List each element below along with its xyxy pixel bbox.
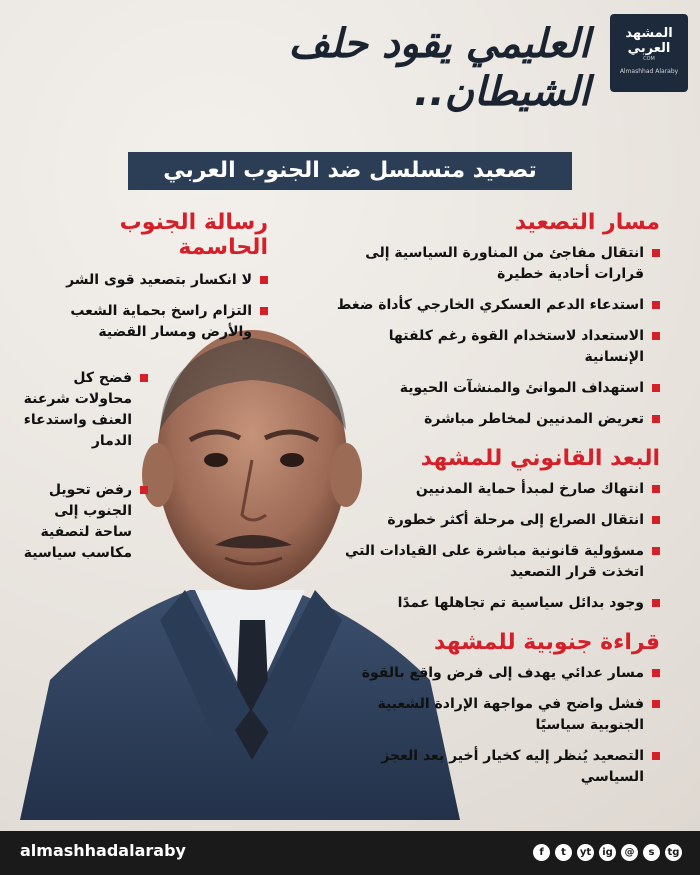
list-item: انتقال مفاجئ من المناورة السياسية إلى قرارات أحادية خطيرة [330, 243, 660, 285]
list-item: الاستعداد لاستخدام القوة رغم كلفتها الإنسانية [330, 326, 660, 368]
list-item: انتهاك صارخ لمبدأ حماية المدنيين [330, 479, 660, 500]
logo-line1: المشهد [625, 26, 673, 41]
left-heading-line2: الحاسمة [178, 235, 268, 260]
list-item: فضح كل محاولات شرعنة العنف واستدعاء الدمار [18, 368, 148, 452]
list-item: مسؤولية قانونية مباشرة على القيادات التي اتخذت قرار التصعيد [330, 541, 660, 583]
right-column [330, 210, 660, 798]
subtitle-banner: تصعيد متسلسل ضد الجنوب العربي [128, 152, 572, 190]
list-item: التصعيد يُنظر إليه كخيار أخير بعد العجز السياسي [330, 746, 660, 788]
facebook-icon[interactable]: f [533, 844, 550, 861]
logo-tag: COM [643, 56, 655, 62]
left-column-lower [18, 368, 148, 574]
youtube-icon[interactable]: yt [577, 844, 594, 861]
left-column [18, 210, 268, 353]
logo-line2: العربي [627, 41, 671, 56]
list-item: وجود بدائل سياسية تم تجاهلها عمدًا [330, 593, 660, 614]
list-item: استدعاء الدعم العسكري الخارجي كأداة ضغط [330, 295, 660, 316]
list-item: رفض تحويل الجنوب إلى ساحة لتصفية مكاسب سياسية [18, 480, 148, 564]
footer-bar [0, 831, 700, 875]
section-heading-escalation: مسار التصعيد [514, 210, 660, 235]
logo-caption: Almashhad Alaraby [619, 68, 679, 75]
list-item: تعريض المدنيين لمخاطر مباشرة [330, 409, 660, 430]
list-item: لا انكسار بتصعيد قوى الشر [18, 270, 268, 291]
list-item: استهداف الموانئ والمنشآت الحيوية [330, 378, 660, 399]
page-title: العليمي يقود حلف الشيطان.. [288, 21, 590, 115]
section-heading-legal: البعد القانوني للمشهد [420, 446, 660, 471]
list-item: التزام راسخ بحماية الشعب والأرض ومسار القضية [18, 301, 268, 343]
left-heading-line1: رسالة الجنوب [119, 210, 268, 235]
brand-logo [610, 14, 688, 92]
threads-icon[interactable]: @ [621, 844, 638, 861]
snapchat-icon[interactable]: s [643, 844, 660, 861]
list-item: انتقال الصراع إلى مرحلة أكثر خطورة [330, 510, 660, 531]
list-item: فشل واضح في مواجهة الإرادة الشعبية الجنوبية سياسيًا [330, 694, 660, 736]
telegram-icon[interactable]: tg [665, 844, 682, 861]
list-item: مسار عدائي يهدف إلى فرض واقع بالقوة [330, 663, 660, 684]
instagram-icon[interactable]: ig [599, 844, 616, 861]
site-url[interactable]: almashhadalaraby [20, 841, 186, 860]
twitter-icon[interactable]: t [555, 844, 572, 861]
section-heading-southern-reading: قراءة جنوبية للمشهد [433, 630, 660, 655]
social-icons [533, 844, 682, 861]
